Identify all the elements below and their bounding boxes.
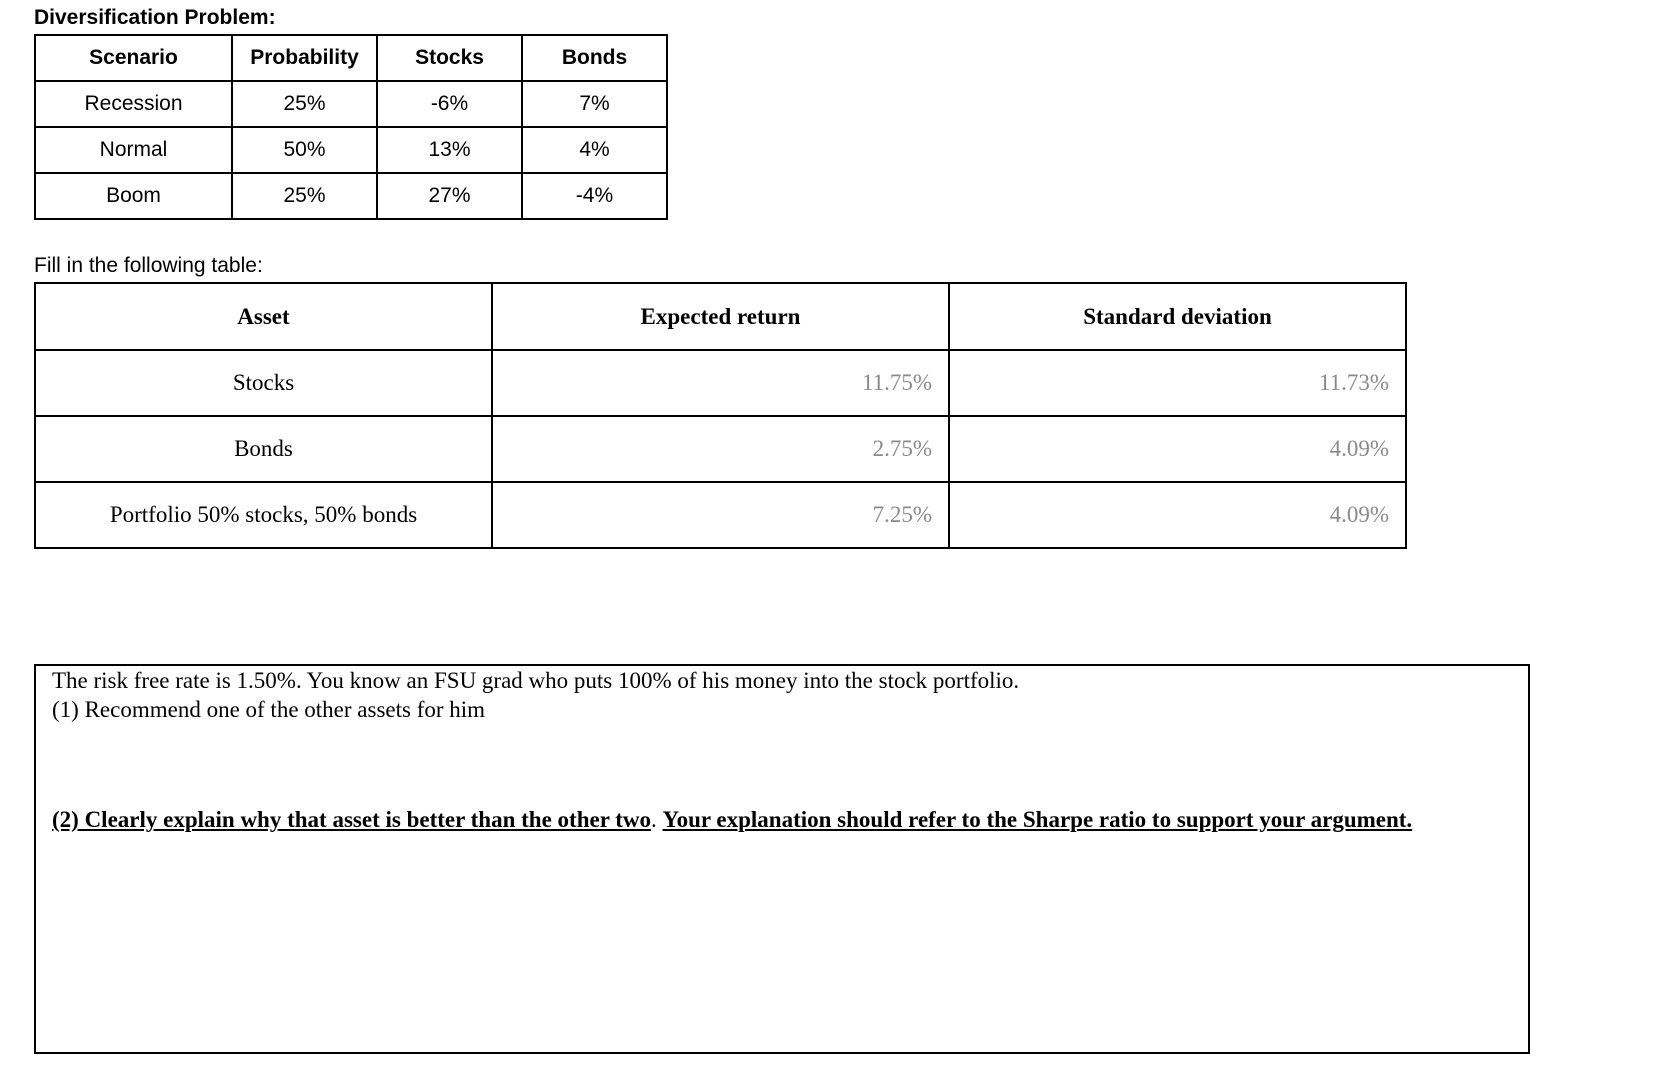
column-header-probability: Probability [232, 35, 377, 81]
asset-cell: Bonds [35, 416, 492, 482]
scenario-header-row [35, 35, 667, 81]
question-part-2-requirement: Your explanation should refer to the Sharpe ratio to support your argument. [662, 807, 1413, 832]
standard-deviation-field[interactable]: 4.09% [949, 482, 1406, 548]
bonds-return-cell: -4% [522, 173, 667, 219]
scenario-cell: Recession [35, 81, 232, 127]
question-part-1: (1) Recommend one of the other assets for him [52, 697, 486, 722]
fill-instruction: Fill in the following table: [34, 254, 263, 277]
table-row [35, 482, 1406, 548]
fill-header-row [35, 283, 1406, 350]
standard-deviation-field[interactable]: 4.09% [949, 416, 1406, 482]
scenario-cell: Normal [35, 127, 232, 173]
asset-cell: Stocks [35, 350, 492, 416]
probability-cell: 25% [232, 173, 377, 219]
fill-in-table [34, 282, 1407, 549]
question-part-2-separator: . [651, 807, 663, 832]
column-header-bonds: Bonds [522, 35, 667, 81]
scenario-cell: Boom [35, 173, 232, 219]
bonds-return-cell: 7% [522, 81, 667, 127]
stocks-return-cell: 27% [377, 173, 522, 219]
question-intro: The risk free rate is 1.50%. You know an FSU grad who puts 100% of his money into the stock portfolio. [52, 668, 1020, 693]
probability-cell: 50% [232, 127, 377, 173]
question-part-2 [52, 807, 1412, 833]
asset-cell: Portfolio 50% stocks, 50% bonds [35, 482, 492, 548]
expected-return-field[interactable]: 11.75% [492, 350, 949, 416]
column-header-scenario: Scenario [35, 35, 232, 81]
column-header-expected-return: Expected return [492, 283, 949, 350]
expected-return-field[interactable]: 7.25% [492, 482, 949, 548]
page-title: Diversification Problem: [34, 6, 276, 29]
bonds-return-cell: 4% [522, 127, 667, 173]
table-row [35, 416, 1406, 482]
column-header-stocks: Stocks [377, 35, 522, 81]
probability-cell: 25% [232, 81, 377, 127]
table-row [35, 350, 1406, 416]
question-part-2-instruction: (2) Clearly explain why that asset is better than the other two [52, 807, 652, 832]
table-row [35, 81, 667, 127]
scenario-table [34, 34, 668, 220]
column-header-asset: Asset [35, 283, 492, 350]
column-header-standard-deviation: Standard deviation [949, 283, 1406, 350]
stocks-return-cell: -6% [377, 81, 522, 127]
table-row [35, 127, 667, 173]
expected-return-field[interactable]: 2.75% [492, 416, 949, 482]
standard-deviation-field[interactable]: 11.73% [949, 350, 1406, 416]
table-row [35, 173, 667, 219]
answer-box[interactable] [34, 664, 1530, 1054]
stocks-return-cell: 13% [377, 127, 522, 173]
